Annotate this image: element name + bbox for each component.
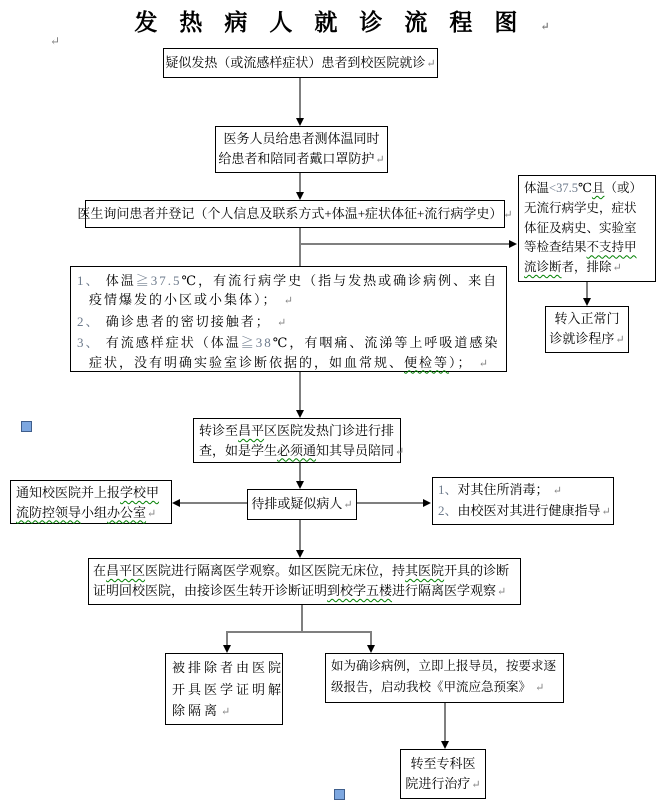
flow-node-suspect-patient[interactable]: 疑似发热（或流感样症状）患者到校医院就诊↵ xyxy=(163,48,438,78)
connector-split-to-confirmed xyxy=(370,631,372,646)
flow-node-measure-temperature[interactable]: 医务人员给患者测体温同时 给患者和陪同者戴口罩防护↵ xyxy=(215,126,388,173)
flow-node-screening-criteria[interactable]: 1、 体温≧37.5℃，有流行病学史（指与发热或确诊病例、来自 疫情爆发的小区或小集体）； ↵ 2、 确诊患者的密切接触者； ↵ 3、 有流感样症状（体温≧38℃，有咽痛、流涕等上呼吸道感染 症状，没有明确实验室诊断依据的，如血常规、便检等）； ↵ xyxy=(70,266,507,372)
arrowhead-to-release xyxy=(223,645,231,653)
arrowhead-to-confirmed xyxy=(367,645,375,653)
flow-node-disinfect-guidance[interactable]: 1、对其住所消毒； ↵ 2、由校医对其进行健康指导↵ xyxy=(432,477,614,525)
anchor-handle-left[interactable] xyxy=(21,421,32,432)
connector-criteria-to-transfer xyxy=(299,372,301,411)
arrowhead-to-transfer xyxy=(296,410,304,418)
flow-node-exclusion-criteria[interactable]: 体温<37.5℃且（或） 无流行病学史，症状 体征及病史、实验室 等检查结果不支持甲 流诊断者，排除↵ xyxy=(518,175,656,282)
arrowhead-to-disinfect xyxy=(423,499,431,507)
arrowhead-to-specialist xyxy=(441,741,449,749)
flow-node-doctor-register[interactable]: 医生询问患者并登记（个人信息及联系方式+体温+症状体征+流行病学史）↵ xyxy=(85,200,505,228)
flow-node-isolation-observation[interactable]: 在昌平区医院进行隔离医学观察。如区医院无床位，持其医院开具的诊断 证明回校医院，由接诊医生转开诊断证明到校学五楼进行隔离医学观察↵ xyxy=(88,558,521,605)
arrowhead-to-normal xyxy=(583,298,591,306)
arrowhead-to-exclusion xyxy=(509,240,517,248)
connector-split-bar xyxy=(226,631,372,633)
flow-node-normal-outpatient[interactable]: 转入正常门 诊就诊程序↵ xyxy=(545,306,629,353)
connector-confirmed-to-specialist xyxy=(444,703,446,742)
flow-node-confirmed-case-report[interactable]: 如为确诊病例，立即上报导员，按要求逐 级报告，启动我校《甲流应急预案》 ↵ xyxy=(325,653,564,703)
connector-register-to-criteria xyxy=(299,228,301,266)
connector-wait-to-disinfect xyxy=(357,502,424,504)
connector-transfer-to-wait xyxy=(299,463,301,482)
flow-node-pending-suspected[interactable]: 待排或疑似病人↵ xyxy=(247,489,357,520)
flow-node-notify-leading-group[interactable]: 通知校医院并上报学校甲 流防控领导小组办公室↵ xyxy=(10,480,172,524)
connector-wait-to-notify xyxy=(180,502,247,504)
connector-measure-to-register xyxy=(299,173,301,193)
flow-node-transfer-fever-clinic[interactable]: 转诊至昌平区医院发热门诊进行排 查，如是学生必须通知其导员陪同↵ xyxy=(193,418,401,463)
page-title: 发热病人就诊流程图↵ xyxy=(134,10,550,35)
arrowhead-to-register xyxy=(296,192,304,200)
flow-node-release-isolation[interactable]: 被排除者由医院 开具医学证明解 除隔离↵ xyxy=(165,653,283,725)
paragraph-return-mark: ↵ xyxy=(50,34,61,48)
connector-wait-to-observe xyxy=(299,520,301,551)
connector-exclusion-to-normal xyxy=(586,282,588,299)
return-mark: ↵ xyxy=(540,21,550,33)
arrowhead-to-wait xyxy=(296,481,304,489)
arrowhead-to-observe xyxy=(296,550,304,558)
arrowhead-to-notify xyxy=(172,499,180,507)
arrowhead-to-measure xyxy=(296,118,304,126)
connector-to-exclusion xyxy=(300,243,510,245)
connector-suspect-to-measure xyxy=(299,78,301,119)
connector-split-to-release xyxy=(226,631,228,646)
flow-node-specialist-hospital[interactable]: 转至专科医 院进行治疗↵ xyxy=(400,749,486,799)
connector-observe-down xyxy=(301,605,303,633)
anchor-handle-bottom[interactable] xyxy=(334,789,345,800)
